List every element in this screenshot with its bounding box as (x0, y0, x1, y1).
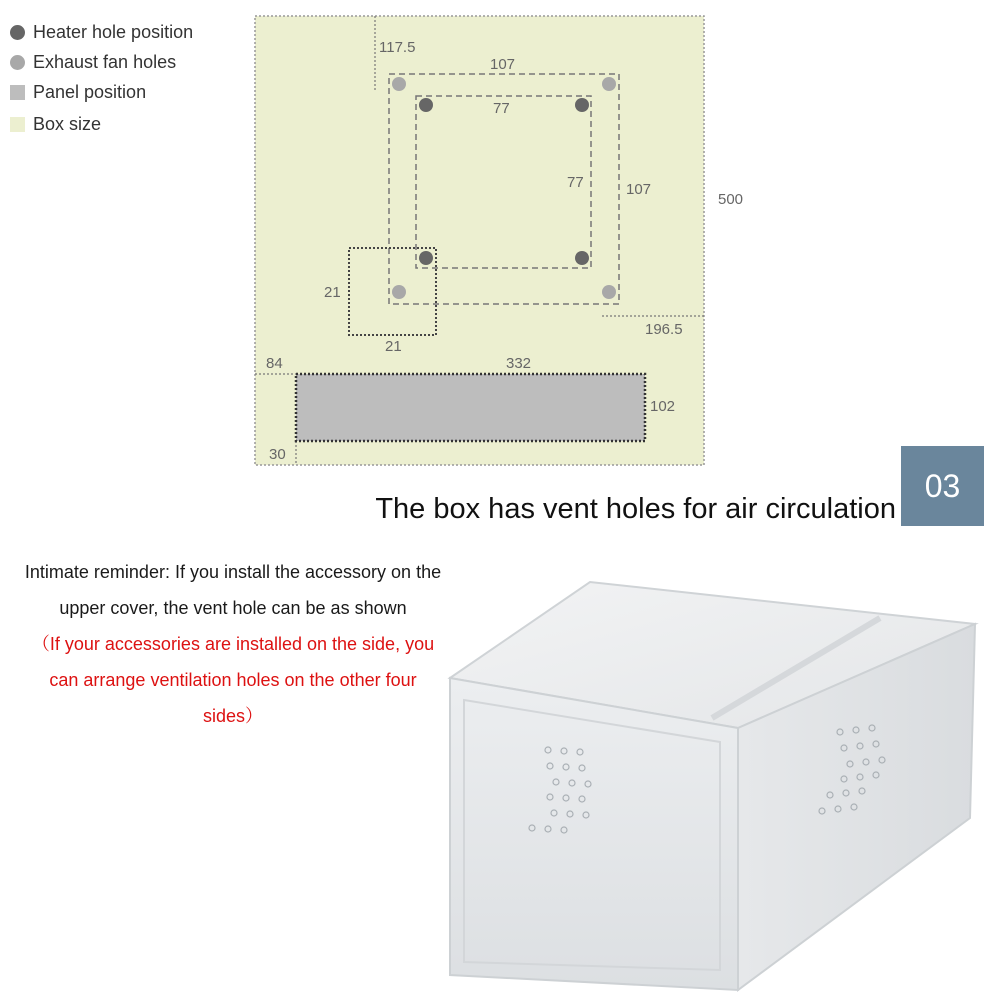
dim-panel-bottom: 30 (269, 446, 286, 463)
dim-heater-width: 77 (493, 100, 510, 117)
dim-fan-height: 107 (626, 181, 652, 198)
legend-label: Box size (33, 113, 102, 134)
panel-position (296, 374, 645, 441)
dim-panel-left: 84 (266, 355, 283, 372)
step-badge: 03 (901, 446, 984, 526)
dim-panel-width: 332 (506, 355, 532, 372)
vented-box-image (420, 570, 1000, 1000)
dim-side-offset: 196.5 (645, 321, 683, 338)
legend-label: Panel position (33, 81, 147, 102)
fan-hole (602, 77, 616, 91)
dim-corner-v: 21 (324, 284, 341, 301)
reminder-line-1: Intimate reminder: If you install the accessory on the (24, 562, 442, 582)
dim-top-offset: 117.5 (379, 39, 416, 56)
fan-hole (392, 285, 406, 299)
dim-fan-width: 107 (490, 56, 516, 73)
dim-heater-height: 77 (567, 174, 584, 191)
heater-hole (575, 251, 589, 265)
reminder-line-2: upper cover, the vent hole can be as shown (59, 598, 407, 618)
dim-box-size: 500 (718, 191, 744, 208)
heater-hole (419, 251, 433, 265)
dim-panel-height: 102 (650, 398, 676, 415)
reminder-red-line-1: （If your accessories are installed on the side, you (31, 634, 435, 654)
legend-label: Heater hole position (33, 21, 194, 42)
reminder-red-line-3: sides） (202, 706, 264, 726)
legend-label: Exhaust fan holes (33, 51, 177, 72)
fan-hole (392, 77, 406, 91)
heater-hole (575, 98, 589, 112)
dim-corner-h: 21 (385, 338, 402, 355)
fan-hole (602, 285, 616, 299)
heater-hole (419, 98, 433, 112)
headline: The box has vent holes for air circulation (375, 493, 896, 525)
reminder-red-line-2: can arrange ventilation holes on the other four (49, 670, 417, 690)
